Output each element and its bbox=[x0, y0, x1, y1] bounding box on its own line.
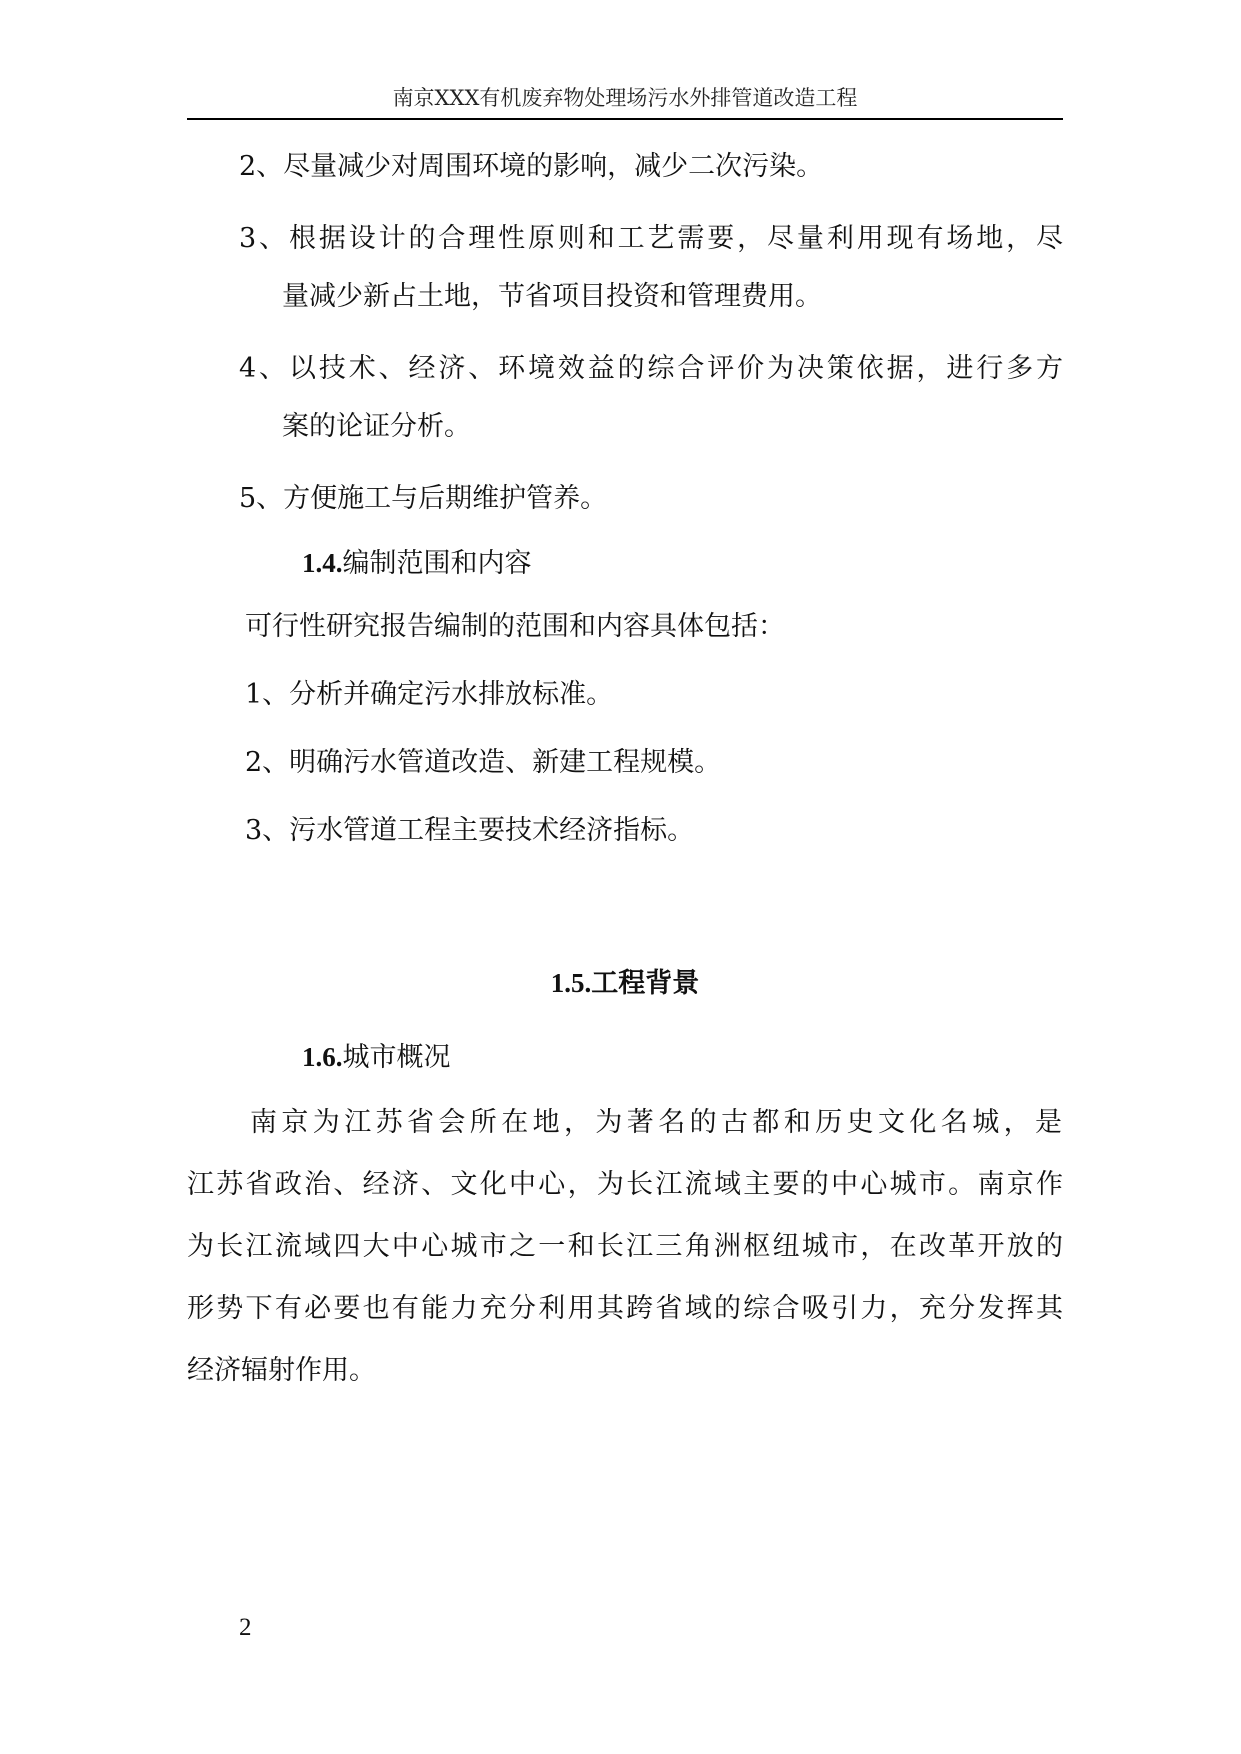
city-paragraph-line-5: 经济辐射作用。 bbox=[187, 1355, 376, 1386]
principle-item-4-line-1: 4、以技术、经济、环境效益的综合评价为决策依据，进行多方 bbox=[239, 353, 1063, 384]
city-paragraph-line-1: 南京为江苏省会所在地，为著名的古都和历史文化名城，是 bbox=[250, 1107, 1062, 1138]
section-1-5-number: 1.5. bbox=[550, 968, 592, 998]
city-paragraph-line-2: 江苏省政治、经济、文化中心，为长江流域主要的中心城市。南京作 bbox=[187, 1169, 1063, 1200]
principle-item-3-line-2: 量减少新占土地，节省项目投资和管理费用。 bbox=[282, 281, 822, 312]
city-paragraph-line-3: 为长江流域四大中心城市之一和长江三角洲枢纽城市，在改革开放的 bbox=[187, 1231, 1063, 1262]
header-divider bbox=[187, 118, 1063, 120]
scope-item-2: 2、明确污水管道改造、新建工程规模。 bbox=[245, 747, 722, 778]
principle-item-2: 2、尽量减少对周围环境的影响，减少二次污染。 bbox=[239, 151, 824, 182]
section-1-4-title: 编制范围和内容 bbox=[342, 548, 532, 579]
principle-item-3-line-1: 3、根据设计的合理性原则和工艺需要，尽量利用现有场地，尽 bbox=[239, 223, 1063, 254]
section-1-6-title: 城市概况 bbox=[342, 1042, 451, 1073]
section-1-4-heading bbox=[302, 546, 532, 581]
city-paragraph-line-4: 形势下有必要也有能力充分利用其跨省域的综合吸引力，充分发挥其 bbox=[187, 1293, 1063, 1324]
section-1-6-number: 1.6. bbox=[302, 1042, 343, 1072]
section-1-4-intro: 可行性研究报告编制的范围和内容具体包括： bbox=[245, 611, 785, 642]
section-1-5-title: 工程背景 bbox=[591, 968, 700, 999]
section-1-4-number: 1.4. bbox=[302, 548, 343, 578]
running-header: 南京XXX有机废弃物处理场污水外排管道改造工程 bbox=[392, 86, 858, 110]
scope-item-1: 1、分析并确定污水排放标准。 bbox=[245, 679, 614, 710]
principle-item-4-line-2: 案的论证分析。 bbox=[282, 411, 471, 442]
principle-item-5: 5、方便施工与后期维护管养。 bbox=[239, 483, 608, 514]
page-number: 2 bbox=[239, 1614, 252, 1641]
scope-item-3: 3、污水管道工程主要技术经济指标。 bbox=[245, 815, 695, 846]
section-1-6-heading bbox=[302, 1040, 451, 1075]
section-1-5-heading bbox=[187, 966, 1063, 1001]
